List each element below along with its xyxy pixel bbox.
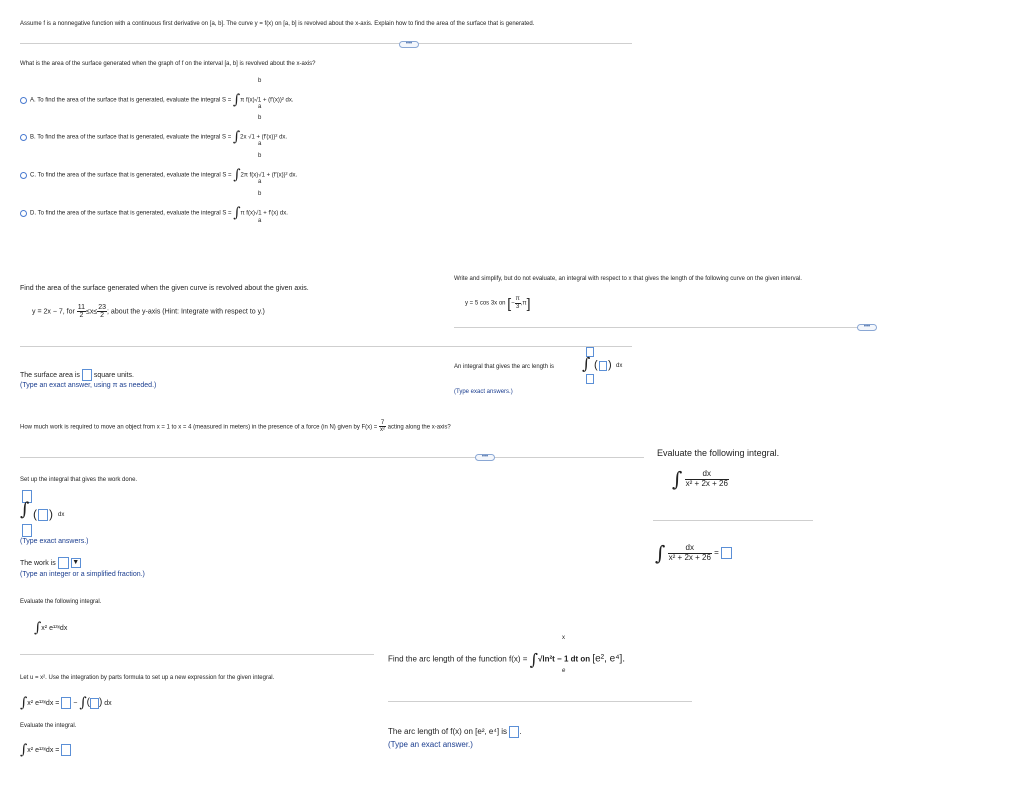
upper-limit: b [258, 191, 262, 197]
arclen-prompt: Write and simplify, but do not evaluate, an integral with respect to x that gives the length of the following curve on the given interval. [454, 276, 802, 282]
fraction: $\frac{dx}{\text{x² + 2x + 26}}$ [668, 543, 711, 562]
fraction: $\frac{23}{2}$ [98, 304, 107, 320]
integral-sign: ∫ [232, 92, 241, 108]
divider [388, 701, 692, 702]
fraction: $\frac{dx}{\text{x² + 2x + 26}}$ [685, 469, 728, 488]
work-answer: The work is ▼ [20, 557, 81, 569]
surface-prompt: Find the area of the surface generated when the given curve is revolved about the given axis. [20, 285, 309, 292]
lower-limit-input[interactable] [586, 374, 594, 384]
parts-evaluate-label: Evaluate the integral. [20, 723, 77, 729]
integral-sign: ∫ [655, 541, 666, 565]
work-answer-input[interactable] [58, 557, 69, 569]
integral-sign: ∫ [233, 205, 241, 221]
divider [20, 346, 632, 347]
work-hint-2: (Type an integer or a simplified fraction.) [20, 571, 145, 578]
parts-title: Evaluate the following integral. [20, 599, 102, 605]
more-button[interactable]: ••• [857, 324, 877, 331]
upper-limit: b [258, 153, 262, 159]
option-b[interactable]: B. To find the area of the surface that is generated, evaluate the integral S = ∫2x √1 + (f′(x))² dx. [20, 129, 287, 145]
integral-sign: ∫ [232, 129, 241, 145]
divider [20, 654, 374, 655]
integral-sign: ∫ [233, 167, 241, 183]
integrand-input[interactable] [599, 361, 607, 371]
integral-sign: ∫ [20, 695, 28, 711]
arc-upper-limit: x [562, 635, 565, 641]
option-c[interactable]: C. To find the area of the surface that is generated, evaluate the integral S = ∫2π f(x)√1 + (f′(x))² dx. [20, 167, 297, 183]
lower-limit: a [258, 179, 262, 185]
top-statement: Assume f is a nonnegative function with a continuous first derivative on [a, b]. The curve y = f(x) on [a, b] is revolved about the x-axis. Explain how to find the area of the surface that is generated. [20, 21, 535, 27]
radio-button[interactable] [20, 210, 27, 217]
arclen-answer-label: An integral that gives the arc length is [454, 364, 555, 370]
fraction: $\frac{11}{2}$ [77, 304, 86, 320]
fraction: $\frac{7}{\text{x²}}$ [380, 420, 385, 434]
integral-answer-input[interactable] [721, 547, 732, 559]
arc-answer: The arc length of f(x) on [e², e⁴] is . [388, 727, 522, 737]
work-prompt: How much work is required to move an object from x = 1 to x = 4 (measured in meters) in the presence of a force (in N) given by F(x) = $\frac{7}{\text{x²}}$ acting along the x-axis? [20, 420, 451, 434]
integral-sign: ∫ [20, 499, 30, 520]
dx-label: dx [616, 363, 623, 369]
arclen-hint: (Type exact answers.) [454, 389, 513, 395]
integral-sign: ∫ [79, 695, 87, 711]
lower-limit: a [258, 104, 262, 110]
integral-sign: ∫ [582, 354, 591, 373]
arclen-curve: y = 5 cos 3x on [− $\frac{\pi}{3}$ ,π] [465, 295, 531, 311]
work-setup-label: Set up the integral that gives the work done. [20, 477, 138, 483]
parts-setup: ∫x² e¹³ˣdx = − ∫( ) dx [20, 695, 112, 711]
parts-final: ∫x² e¹³ˣdx = [20, 742, 71, 758]
arc-length-input[interactable] [509, 726, 519, 738]
parts-expression: ∫x² e¹³ˣdx [34, 620, 68, 636]
dropdown-select[interactable]: ▼ [72, 559, 80, 566]
divider [20, 43, 632, 44]
arc-lower-limit: e [562, 668, 566, 674]
radio-button[interactable] [20, 134, 27, 141]
lower-limit: a [258, 141, 262, 147]
upper-limit: b [258, 78, 262, 84]
top-question: What is the area of the surface generated when the graph of f on the interval [a, b] is revolved about the x-axis? [20, 61, 316, 67]
surface-answer: The surface area is square units. [20, 369, 134, 381]
radio-button[interactable] [20, 97, 27, 104]
option-d[interactable]: D. To find the area of the surface that is generated, evaluate the integral S = ∫π f(x)√1 + f′(x) dx. [20, 205, 288, 221]
work-hint-1: (Type exact answers.) [20, 538, 89, 545]
work-integrand-input[interactable] [38, 509, 48, 521]
integral-answer: ∫ $\frac{dx}{\text{x² + 2x + 26}}$ = [655, 541, 732, 565]
arc-prompt: Find the arc length of the function f(x) = ∫√ln²t − 1 dt on [e², e⁴]. [388, 650, 626, 669]
integral-sign: ∫ [672, 467, 683, 491]
more-button[interactable]: ••• [475, 454, 495, 461]
surface-hint: (Type an exact answer, using π as needed.) [20, 382, 157, 389]
radio-button[interactable] [20, 172, 27, 179]
parts-vdu-input[interactable] [90, 698, 99, 709]
integral-title: Evaluate the following integral. [657, 448, 780, 458]
more-button[interactable]: ••• [399, 41, 419, 48]
divider [454, 327, 874, 328]
lower-limit: a [258, 218, 262, 224]
option-a[interactable]: A. To find the area of the surface that is generated, evaluate the integral S = ∫π f(x)√1 + (f′(x))² dx. [20, 92, 294, 108]
upper-limit: b [258, 115, 262, 121]
surface-area-input[interactable] [82, 369, 92, 381]
work-lower-limit-input[interactable] [22, 524, 32, 537]
surface-curve: y = 2x − 7, for $\frac{11}{2}$ ≤x≤ $\frac{23}{2}$ ; about the y-axis (Hint: Integrate with respect to y.) [32, 304, 265, 320]
divider [653, 520, 813, 521]
fraction: $\frac{\pi}{3}$ [515, 296, 520, 310]
arc-hint: (Type an exact answer.) [388, 740, 473, 749]
integral-sign: ∫ [34, 620, 42, 636]
integral-sign: ∫ [20, 742, 28, 758]
integral-display [672, 467, 729, 491]
dx-label: dx [58, 512, 65, 518]
parts-answer-input[interactable] [61, 744, 71, 756]
parts-instruction: Let u = x². Use the integration by parts formula to set up a new expression for the given integral. [20, 675, 275, 681]
integral-sign: ∫ [529, 650, 538, 669]
divider [20, 457, 644, 458]
parts-uv-input[interactable] [61, 697, 71, 709]
